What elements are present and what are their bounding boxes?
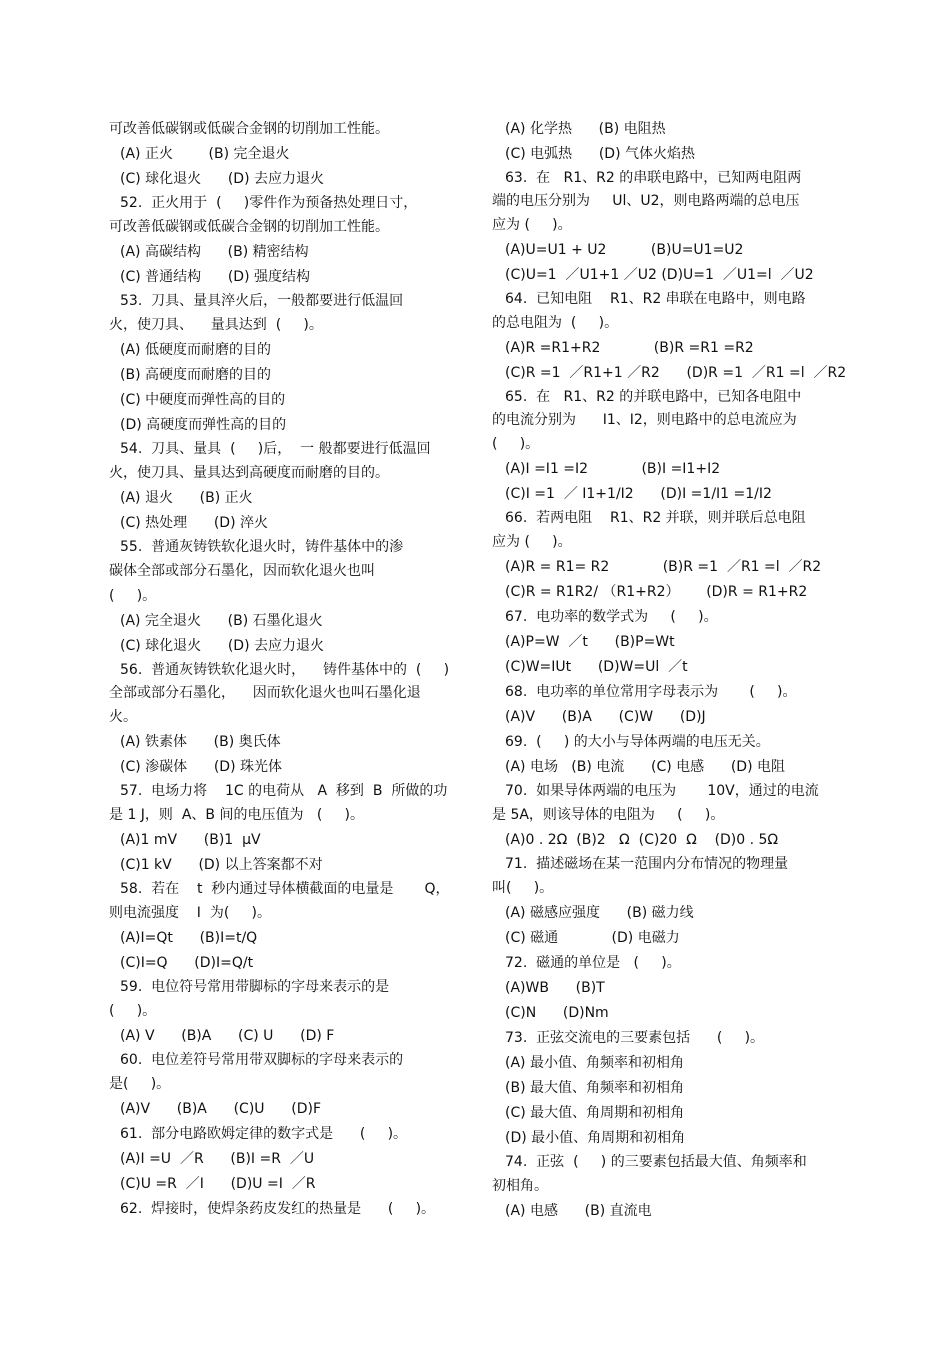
text-line: (C)I=Q (D)I=Q/t [120, 955, 254, 971]
text-line: 67. 电功率的数学式为 ( )。 [505, 609, 718, 625]
text-line: (A) 铁素体 (B) 奥氏体 [120, 734, 281, 750]
text-line: (C)N (D)Nm [505, 1005, 609, 1021]
text-line: (C)1 kV (D) 以上答案都不对 [120, 857, 323, 873]
text-line: (A)I=Qt (B)I=t/Q [120, 930, 258, 946]
text-line: 端的电压分别为 Ul、U2，则电路两端的总电压 [492, 193, 800, 209]
text-line: (C) 电弧热 (D) 气体火焰热 [505, 146, 696, 162]
right-column [492, 117, 847, 1224]
text-line: (C)U=1 ／U1+1 ／U2 (D)U=1 ／U1=l ／U2 [505, 267, 814, 283]
text-line: 应为 ( )。 [492, 534, 572, 550]
text-line: ( )。 [109, 1003, 157, 1019]
text-line: 是 1 J，则 A、B 间的电压值为 ( )。 [109, 807, 364, 823]
text-line: 68. 电功率的单位常用字母表示为 ( )。 [505, 684, 797, 700]
text-line: 53. 刀具、量具淬火后，一般都要进行低温回 [120, 293, 404, 309]
text-line: (A)R =R1+R2 (B)R =R1 =R2 [505, 340, 754, 356]
text-line: (A)P=W ／t (B)P=Wt [505, 634, 675, 650]
text-line: (A)WB (B)T [505, 980, 605, 996]
text-line: 初相角。 [492, 1178, 548, 1194]
text-line: 52. 正火用于 ( )零件作为预备热处理日寸， [120, 195, 418, 211]
text-line: 可改善低碳钢或低碳合金钢的切削加工性能。 [109, 121, 389, 137]
text-line: (A) 高碳结构 (B) 精密结构 [120, 244, 309, 260]
text-line: (C)W=IUt (D)W=Ul ／t [505, 659, 688, 675]
text-line: (A)U=U1 + U2 (B)U=U1=U2 [505, 242, 744, 258]
text-line: (A)V (B)A (C)W (D)J [505, 709, 706, 725]
text-line: (A) V (B)A (C) U (D) F [120, 1028, 335, 1044]
text-line: (C) 渗碳体 (D) 珠光体 [120, 759, 283, 775]
text-line: (A) 电场 (B) 电流 (C) 电感 (D) 电阻 [505, 759, 785, 775]
text-line: 69. ( ) 的大小与导体两端的电压无关。 [505, 734, 770, 750]
text-line: (B) 高硬度而耐磨的目的 [120, 367, 271, 383]
text-line: 火，使刀具、量具达到高硬度而耐磨的目的。 [109, 465, 389, 481]
text-line: (A) 完全退火 (B) 石墨化退火 [120, 613, 323, 629]
text-line: (C) 普通结构 (D) 强度结构 [120, 269, 311, 285]
text-line: 叫( )。 [492, 880, 554, 896]
text-line: 是 5A，则该导体的电阻为 ( )。 [492, 807, 725, 823]
text-line: 57. 电场力将 1C 的电荷从 A 移到 B 所做的功 [120, 783, 448, 799]
text-line: 63. 在 R1、R2 的串联电路中，已知两电阻两 [505, 170, 802, 186]
text-line: 58. 若在 t 秒内通过导体横截面的电量是 Q， [120, 881, 450, 897]
text-line: (C) 球化退火 (D) 去应力退火 [120, 171, 325, 187]
text-line: 62. 焊接时，使焊条药皮发红的热量是 ( )。 [120, 1201, 436, 1217]
left-column [109, 117, 469, 1222]
text-line: 65. 在 R1、R2 的并联电路中，已知各电阻中 [505, 389, 802, 405]
text-line: 应为 ( )。 [492, 217, 572, 233]
text-line: (C) 中硬度而弹性高的目的 [120, 392, 286, 408]
text-line: (A) 正火 (B) 完全退火 [120, 146, 290, 162]
text-line: 火，使刀具、 量具达到 ( )。 [109, 317, 323, 333]
text-line: 则电流强度 I 为( )。 [109, 905, 272, 921]
text-line: 碳体全部或部分石墨化，因而软化退火也叫 [109, 563, 375, 579]
text-line: 74. 正弦 ( ) 的三要素包括最大值、角频率和 [505, 1154, 807, 1170]
text-line: (C) 最大值、角周期和初相角 [505, 1105, 685, 1121]
text-line: (A)I =I1 =I2 (B)I =I1+I2 [505, 461, 721, 477]
text-line: 72. 磁通的单位是 ( )。 [505, 955, 681, 971]
text-line: 64. 已知电阻 R1、R2 串联在电路中，则电路 [505, 291, 806, 307]
text-line: 火。 [109, 709, 137, 725]
text-line: (A)I =U ／R (B)I =R ／U [120, 1151, 315, 1167]
text-line: (A) 最小值、角频率和初相角 [505, 1055, 684, 1071]
text-line: (A) 电感 (B) 直流电 [505, 1203, 652, 1219]
text-line: (A)0 . 2Ω (B)2 Ω (C)20 Ω (D)0 . 5Ω [505, 832, 779, 848]
text-line: 的总电阻为 ( )。 [492, 315, 619, 331]
text-line: 54. 刀具、量具 ( )后， 一 般都要进行低温回 [120, 441, 431, 457]
text-line: (C)R =1 ／R1+1 ／R2 (D)R =1 ／R1 =l ／R2 [505, 365, 847, 381]
text-line: 71. 描述磁场在某一范围内分布情况的物理量 [505, 856, 789, 872]
text-line: (C)R = R1R2/ （R1+R2） (D)R = R1+R2 [505, 584, 808, 600]
text-line: (A) 化学热 (B) 电阻热 [505, 121, 666, 137]
text-line: 61. 部分电路欧姆定律的数字式是 ( )。 [120, 1126, 408, 1142]
text-line: (A) 低硬度而耐磨的目的 [120, 342, 271, 358]
text-line: 70. 如果导体两端的电压为 10V，通过的电流 [505, 783, 819, 799]
text-line: (C) 热处理 (D) 淬火 [120, 515, 269, 531]
text-line: (A)1 mV (B)1 μV [120, 832, 261, 848]
text-line: 73. 正弦交流电的三要素包括 ( )。 [505, 1030, 765, 1046]
text-line: 可改善低碳钢或低碳合金钢的切削加工性能。 [109, 219, 389, 235]
text-line: 66. 若两电阻 R1、R2 并联，则并联后总电阻 [505, 510, 806, 526]
text-line: 是( )。 [109, 1076, 171, 1092]
text-line: 全部或部分石墨化， 因而软化退火也叫石墨化退 [109, 685, 421, 701]
text-line: ( )。 [109, 588, 157, 604]
text-line: (B) 最大值、角频率和初相角 [505, 1080, 684, 1096]
text-line: (D) 最小值、角周期和初相角 [505, 1130, 686, 1146]
text-line: (C) 球化退火 (D) 去应力退火 [120, 638, 325, 654]
text-line: (A) 退火 (B) 正火 [120, 490, 253, 506]
text-line: (C) 磁通 (D) 电磁力 [505, 930, 680, 946]
text-line: 55. 普通灰铸铁软化退火时，铸件基体中的渗 [120, 539, 404, 555]
text-line: 59. 电位符号常用带脚标的字母来表示的是 [120, 979, 390, 995]
text-line: (A)V (B)A (C)U (D)F [120, 1101, 321, 1117]
text-line: (A)R = R1= R2 (B)R =1 ／R1 =l ／R2 [505, 559, 822, 575]
text-line: (C)U =R ／I (D)U =I ／R [120, 1176, 316, 1192]
text-line: 的电流分别为 I1、I2，则电路中的总电流应为 [492, 412, 797, 428]
text-line: 56. 普通灰铸铁软化退火时， 铸件基体中的 ( ) [120, 662, 450, 678]
text-line: (A) 磁感应强度 (B) 磁力线 [505, 905, 694, 921]
text-line: (D) 高硬度而弹性高的目的 [120, 417, 287, 433]
text-line: ( )。 [492, 436, 540, 452]
text-line: (C)I =1 ／ I1+1/I2 (D)I =1/I1 =1/I2 [505, 486, 772, 502]
text-line: 60. 电位差符号常用带双脚标的字母来表示的 [120, 1052, 404, 1068]
